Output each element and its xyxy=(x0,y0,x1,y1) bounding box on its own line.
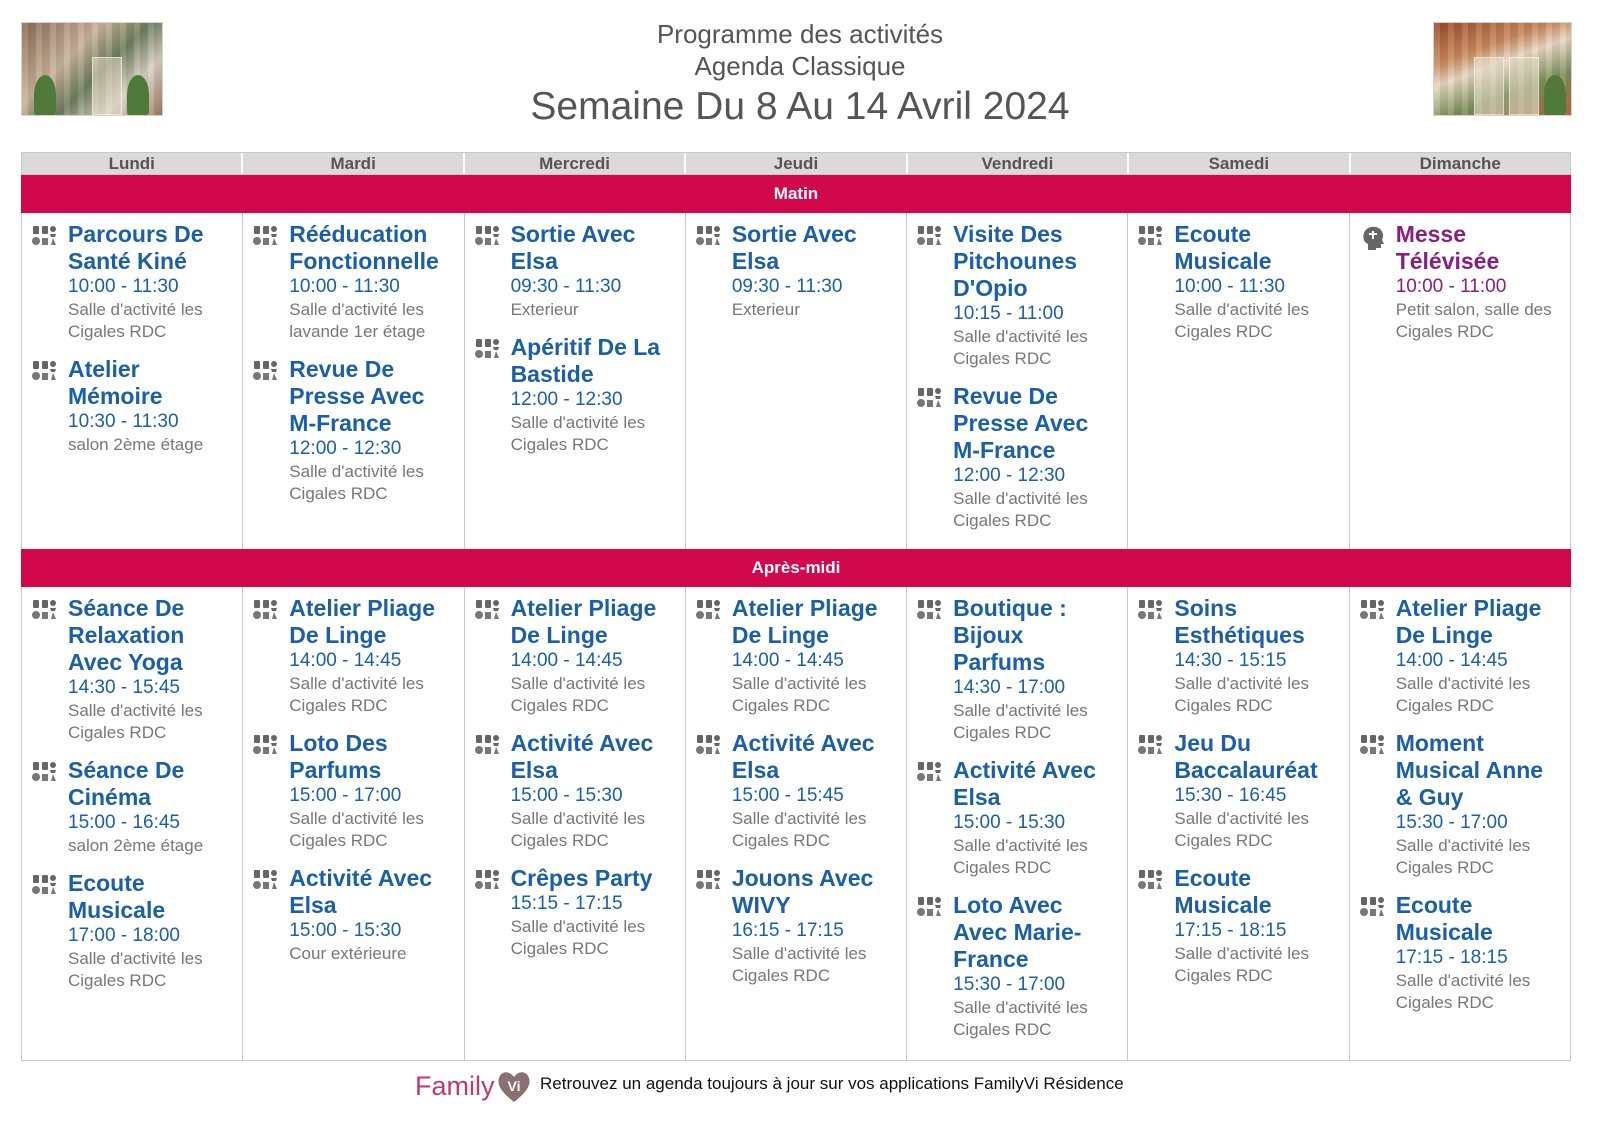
activity-item xyxy=(32,221,236,343)
activity-info xyxy=(953,892,1121,1041)
activity-figures-icon xyxy=(1360,730,1396,879)
activity-time: 15:00 - 15:45 xyxy=(731,785,844,806)
activity-item xyxy=(32,595,236,744)
activity-info xyxy=(1396,595,1564,717)
title-block xyxy=(0,18,1600,131)
activity-time: 15:00 - 16:45 xyxy=(68,812,180,833)
activity-info xyxy=(1174,865,1342,987)
activity-figures-icon xyxy=(32,757,68,857)
activity-figures-icon xyxy=(917,595,953,744)
activity-figures-icon xyxy=(1138,221,1174,343)
day-header: Mercredi xyxy=(463,153,684,174)
activity-location: Salle d'activité les Cigales RDC xyxy=(731,809,867,850)
activity-location: Exterieur xyxy=(731,300,800,319)
activity-figures-icon xyxy=(253,221,289,343)
activity-figures-icon xyxy=(475,730,511,852)
activity-time: 12:00 - 12:30 xyxy=(289,438,402,459)
activity-location: Salle d'activité les Cigales RDC xyxy=(1174,674,1309,715)
activity-time: 09:30 - 11:30 xyxy=(510,276,622,297)
activity-time: 17:15 - 18:15 xyxy=(1174,920,1287,941)
activity-info xyxy=(68,870,236,992)
activity-figures-icon xyxy=(253,730,289,852)
activity-item xyxy=(32,870,236,992)
activity-figures-icon xyxy=(475,221,511,321)
logo-text: Family xyxy=(415,1070,495,1101)
activity-location: Salle d'activité les Cigales RDC xyxy=(731,944,867,985)
activity-time: 15:00 - 15:30 xyxy=(289,920,402,941)
activity-name: Séance De Relaxation Avec Yoga xyxy=(68,595,185,675)
activity-item xyxy=(696,595,900,717)
day-header: Samedi xyxy=(1127,153,1348,174)
activity-time: 15:15 - 17:15 xyxy=(510,893,623,914)
activity-item xyxy=(475,221,679,321)
activity-item xyxy=(917,221,1121,370)
activity-location: Salle d'activité les lavande 1er étage xyxy=(289,300,426,341)
activity-time: 14:30 - 17:00 xyxy=(953,677,1066,698)
activity-figures-icon xyxy=(475,595,511,717)
day-header: Mardi xyxy=(241,153,462,174)
activity-name: Ecoute Musicale xyxy=(68,870,166,923)
activity-time: 10:00 - 11:30 xyxy=(68,276,179,297)
day-header: Jeudi xyxy=(684,153,905,174)
day-column-jeudi xyxy=(685,213,906,549)
activity-time: 15:30 - 17:00 xyxy=(1395,812,1508,833)
activity-location: Salle d'activité les Cigales RDC xyxy=(1395,674,1531,715)
activity-time: 15:30 - 16:45 xyxy=(1174,785,1287,806)
activity-name: Activité Avec Elsa xyxy=(510,730,654,783)
activity-figures-icon xyxy=(917,892,953,1041)
activity-figures-icon xyxy=(32,595,68,744)
familyvi-logo xyxy=(415,1066,533,1106)
activity-time: 15:00 - 15:30 xyxy=(953,812,1066,833)
activity-info xyxy=(1396,730,1564,879)
activity-name: Revue De Presse Avec M-France xyxy=(289,356,425,436)
activity-time: 09:30 - 11:30 xyxy=(731,276,843,297)
activity-figures-icon xyxy=(1360,892,1396,1014)
activity-info xyxy=(953,383,1121,532)
activity-name: Loto Des Parfums xyxy=(289,730,388,783)
activity-name: Jouons Avec WIVY xyxy=(731,865,874,918)
activity-info xyxy=(289,595,457,717)
day-column-mardi xyxy=(242,213,463,549)
activity-figures-icon xyxy=(917,383,953,532)
activity-figures-icon xyxy=(696,865,732,987)
day-column-samedi xyxy=(1127,213,1348,549)
activity-item xyxy=(475,730,679,852)
activity-time: 16:15 - 17:15 xyxy=(731,920,844,941)
activity-name: Activité Avec Elsa xyxy=(731,730,875,783)
activity-item xyxy=(917,757,1121,879)
activity-info xyxy=(511,730,679,852)
day-column-jeudi xyxy=(685,587,906,1060)
activity-location: Salle d'activité les Cigales RDC xyxy=(731,674,867,715)
activity-time: 10:00 - 11:30 xyxy=(1174,276,1285,297)
activity-location: Petit salon, salle des Cigales RDC xyxy=(1395,300,1552,341)
activity-name: Atelier Mémoire xyxy=(68,356,163,409)
day-header: Vendredi xyxy=(906,153,1127,174)
activity-item xyxy=(1138,865,1342,987)
activity-name: Boutique : Bijoux Parfums xyxy=(953,595,1067,675)
activity-item xyxy=(696,865,900,987)
activity-info xyxy=(289,356,457,505)
activity-info xyxy=(1396,221,1564,343)
activity-name: Parcours De Santé Kiné xyxy=(68,221,204,274)
agenda-subtitle: Agenda Classique xyxy=(694,51,906,81)
activity-time: 14:30 - 15:45 xyxy=(68,677,180,698)
activity-item xyxy=(1360,892,1564,1014)
activity-figures-icon xyxy=(1138,595,1174,717)
activity-location: Salle d'activité les Cigales RDC xyxy=(1395,971,1531,1012)
activity-name: Ecoute Musicale xyxy=(1174,865,1272,918)
activity-item xyxy=(1138,221,1342,343)
activity-location: Salle d'activité les Cigales RDC xyxy=(953,327,1088,368)
activity-name: Visite Des Pitchounes D'Opio xyxy=(953,221,1078,301)
activity-location: Salle d'activité les Cigales RDC xyxy=(953,836,1088,877)
activity-item xyxy=(1360,730,1564,879)
activity-item xyxy=(696,221,900,321)
day-column-mardi xyxy=(242,587,463,1060)
day-column-vendredi xyxy=(906,587,1127,1060)
activity-info xyxy=(953,757,1121,879)
activity-figures-icon xyxy=(1138,730,1174,852)
activity-figures-icon xyxy=(32,356,68,456)
activity-item xyxy=(1360,221,1564,343)
activity-info xyxy=(732,865,900,987)
activity-figures-icon xyxy=(253,865,289,965)
activity-location: Salle d'activité les Cigales RDC xyxy=(510,413,646,454)
activity-name: Rééducation Fonctionnelle xyxy=(289,221,439,274)
activity-item xyxy=(253,595,457,717)
activity-location: Salle d'activité les Cigales RDC xyxy=(68,701,203,742)
activity-item xyxy=(1138,730,1342,852)
activity-item xyxy=(917,595,1121,744)
activity-figures-icon xyxy=(917,757,953,879)
activity-info xyxy=(289,221,457,343)
logo-mark: Vi xyxy=(507,1078,520,1094)
activity-location: Salle d'activité les Cigales RDC xyxy=(953,489,1088,530)
day-column-samedi xyxy=(1127,587,1348,1060)
activity-info xyxy=(732,730,900,852)
activity-name: Sortie Avec Elsa xyxy=(510,221,636,274)
activity-name: Moment Musical Anne & Guy xyxy=(1395,730,1544,810)
activity-info xyxy=(68,221,236,343)
activity-name: Messe Télévisée xyxy=(1395,221,1500,274)
program-title: Programme des activités xyxy=(656,19,944,49)
activity-name: Atelier Pliage De Linge xyxy=(289,595,436,648)
day-column-mercredi xyxy=(464,587,685,1060)
activity-time: 14:00 - 14:45 xyxy=(1395,650,1508,671)
activity-item xyxy=(253,221,457,343)
day-column-dimanche xyxy=(1349,213,1570,549)
activity-name: Sortie Avec Elsa xyxy=(731,221,857,274)
activity-name: Séance De Cinéma xyxy=(68,757,185,810)
activity-location: Exterieur xyxy=(510,300,579,319)
afternoon-row xyxy=(21,587,1571,1061)
activity-name: Atelier Pliage De Linge xyxy=(510,595,657,648)
activity-location: Salle d'activité les Cigales RDC xyxy=(510,917,646,958)
activity-item xyxy=(253,730,457,852)
head-profile-icon xyxy=(1360,221,1396,343)
activity-location: Salle d'activité les Cigales RDC xyxy=(510,809,646,850)
morning-band: Matin xyxy=(21,175,1571,213)
activity-figures-icon xyxy=(1138,865,1174,987)
activity-info xyxy=(1174,730,1342,852)
week-title: Semaine Du 8 Au 14 Avril 2024 xyxy=(530,85,1070,128)
activity-info xyxy=(511,221,679,321)
activity-name: Apéritif De La Bastide xyxy=(510,334,661,387)
page-footer xyxy=(0,1066,1600,1106)
activity-time: 10:00 - 11:00 xyxy=(1395,276,1507,297)
day-column-mercredi xyxy=(464,213,685,549)
weekly-schedule xyxy=(21,152,1571,1061)
activity-info xyxy=(289,730,457,852)
activity-name: Ecoute Musicale xyxy=(1174,221,1272,274)
activity-location: salon 2ème étage xyxy=(68,836,204,855)
activity-item xyxy=(917,383,1121,532)
activity-location: Salle d'activité les Cigales RDC xyxy=(953,701,1088,742)
day-column-lundi xyxy=(22,213,242,549)
day-column-dimanche xyxy=(1349,587,1570,1060)
activity-time: 14:00 - 14:45 xyxy=(289,650,402,671)
activity-figures-icon xyxy=(696,595,732,717)
activity-item xyxy=(1138,595,1342,717)
morning-row xyxy=(21,213,1571,549)
activity-info xyxy=(511,865,679,960)
activity-info xyxy=(1174,221,1342,343)
activity-location: Salle d'activité les Cigales RDC xyxy=(289,674,424,715)
activity-item xyxy=(475,865,679,960)
activity-figures-icon xyxy=(475,865,511,960)
activity-name: Activité Avec Elsa xyxy=(289,865,433,918)
activity-item xyxy=(32,757,236,857)
activity-location: Cour extérieure xyxy=(289,944,407,963)
activity-location: Salle d'activité les Cigales RDC xyxy=(510,674,646,715)
activity-location: Salle d'activité les Cigales RDC xyxy=(68,300,203,341)
activity-item xyxy=(1360,595,1564,717)
page-header xyxy=(0,0,1600,140)
residence-entrance-photo xyxy=(1433,22,1572,116)
activity-figures-icon xyxy=(32,870,68,992)
day-header: Lundi xyxy=(108,154,155,173)
activity-name: Atelier Pliage De Linge xyxy=(731,595,878,648)
activity-info xyxy=(511,595,679,717)
activity-figures-icon xyxy=(696,730,732,852)
activity-figures-icon xyxy=(253,356,289,505)
activity-info xyxy=(1396,892,1564,1014)
activity-figures-icon xyxy=(696,221,732,321)
activity-time: 10:15 - 11:00 xyxy=(953,303,1064,324)
activity-location: Salle d'activité les Cigales RDC xyxy=(289,809,424,850)
activity-name: Activité Avec Elsa xyxy=(953,757,1096,810)
activity-location: salon 2ème étage xyxy=(68,435,204,454)
activity-figures-icon xyxy=(475,334,511,456)
activity-item xyxy=(696,730,900,852)
activity-time: 10:30 - 11:30 xyxy=(68,411,179,432)
day-column-lundi xyxy=(22,587,242,1060)
activity-figures-icon xyxy=(1360,595,1396,717)
activity-time: 17:15 - 18:15 xyxy=(1395,947,1508,968)
activity-name: Ecoute Musicale xyxy=(1395,892,1493,945)
activity-name: Revue De Presse Avec M-France xyxy=(953,383,1089,463)
activity-info xyxy=(68,356,236,456)
activity-time: 15:30 - 17:00 xyxy=(953,974,1066,995)
footer-text: Retrouvez un agenda toujours à jour sur vos applications FamilyVi Résidence xyxy=(540,1074,1124,1093)
activity-time: 14:30 - 15:15 xyxy=(1174,650,1287,671)
activity-item xyxy=(32,356,236,456)
activity-location: Salle d'activité les Cigales RDC xyxy=(1174,944,1309,985)
activity-location: Salle d'activité les Cigales RDC xyxy=(289,462,424,503)
activity-name: Loto Avec Avec Marie-France xyxy=(953,892,1082,972)
day-column-vendredi xyxy=(906,213,1127,549)
activity-info xyxy=(732,221,900,321)
activity-time: 12:00 - 12:30 xyxy=(510,389,623,410)
activity-name: Soins Esthétiques xyxy=(1174,595,1305,648)
activity-time: 12:00 - 12:30 xyxy=(953,465,1066,486)
activity-figures-icon xyxy=(917,221,953,370)
activity-info xyxy=(511,334,679,456)
activity-time: 17:00 - 18:00 xyxy=(68,925,180,946)
activity-figures-icon xyxy=(253,595,289,717)
activity-figures-icon xyxy=(32,221,68,343)
activity-info xyxy=(68,757,236,857)
activity-name: Jeu Du Baccalauréat xyxy=(1174,730,1318,783)
activity-info xyxy=(953,221,1121,370)
activity-location: Salle d'activité les Cigales RDC xyxy=(1395,836,1531,877)
activity-item xyxy=(253,356,457,505)
activity-info xyxy=(953,595,1121,744)
activity-location: Salle d'activité les Cigales RDC xyxy=(1174,300,1309,341)
day-header: Dimanche xyxy=(1349,153,1570,174)
activity-name: Atelier Pliage De Linge xyxy=(1395,595,1542,648)
activity-item xyxy=(475,334,679,456)
activity-name: Crêpes Party xyxy=(510,865,653,891)
activity-item xyxy=(917,892,1121,1041)
activity-time: 10:00 - 11:30 xyxy=(289,276,400,297)
activity-info xyxy=(732,595,900,717)
activity-info xyxy=(68,595,236,744)
logo-heart-icon xyxy=(495,1067,533,1105)
activity-time: 14:00 - 14:45 xyxy=(731,650,844,671)
activity-time: 15:00 - 15:30 xyxy=(510,785,623,806)
afternoon-band: Après-midi xyxy=(21,549,1571,587)
day-header-row xyxy=(21,152,1571,175)
activity-info xyxy=(1174,595,1342,717)
activity-item xyxy=(253,865,457,965)
activity-time: 14:00 - 14:45 xyxy=(510,650,623,671)
activity-item xyxy=(475,595,679,717)
activity-location: Salle d'activité les Cigales RDC xyxy=(68,949,203,990)
activity-location: Salle d'activité les Cigales RDC xyxy=(953,998,1088,1039)
activity-location: Salle d'activité les Cigales RDC xyxy=(1174,809,1309,850)
activity-time: 15:00 - 17:00 xyxy=(289,785,402,806)
activity-info xyxy=(289,865,457,965)
